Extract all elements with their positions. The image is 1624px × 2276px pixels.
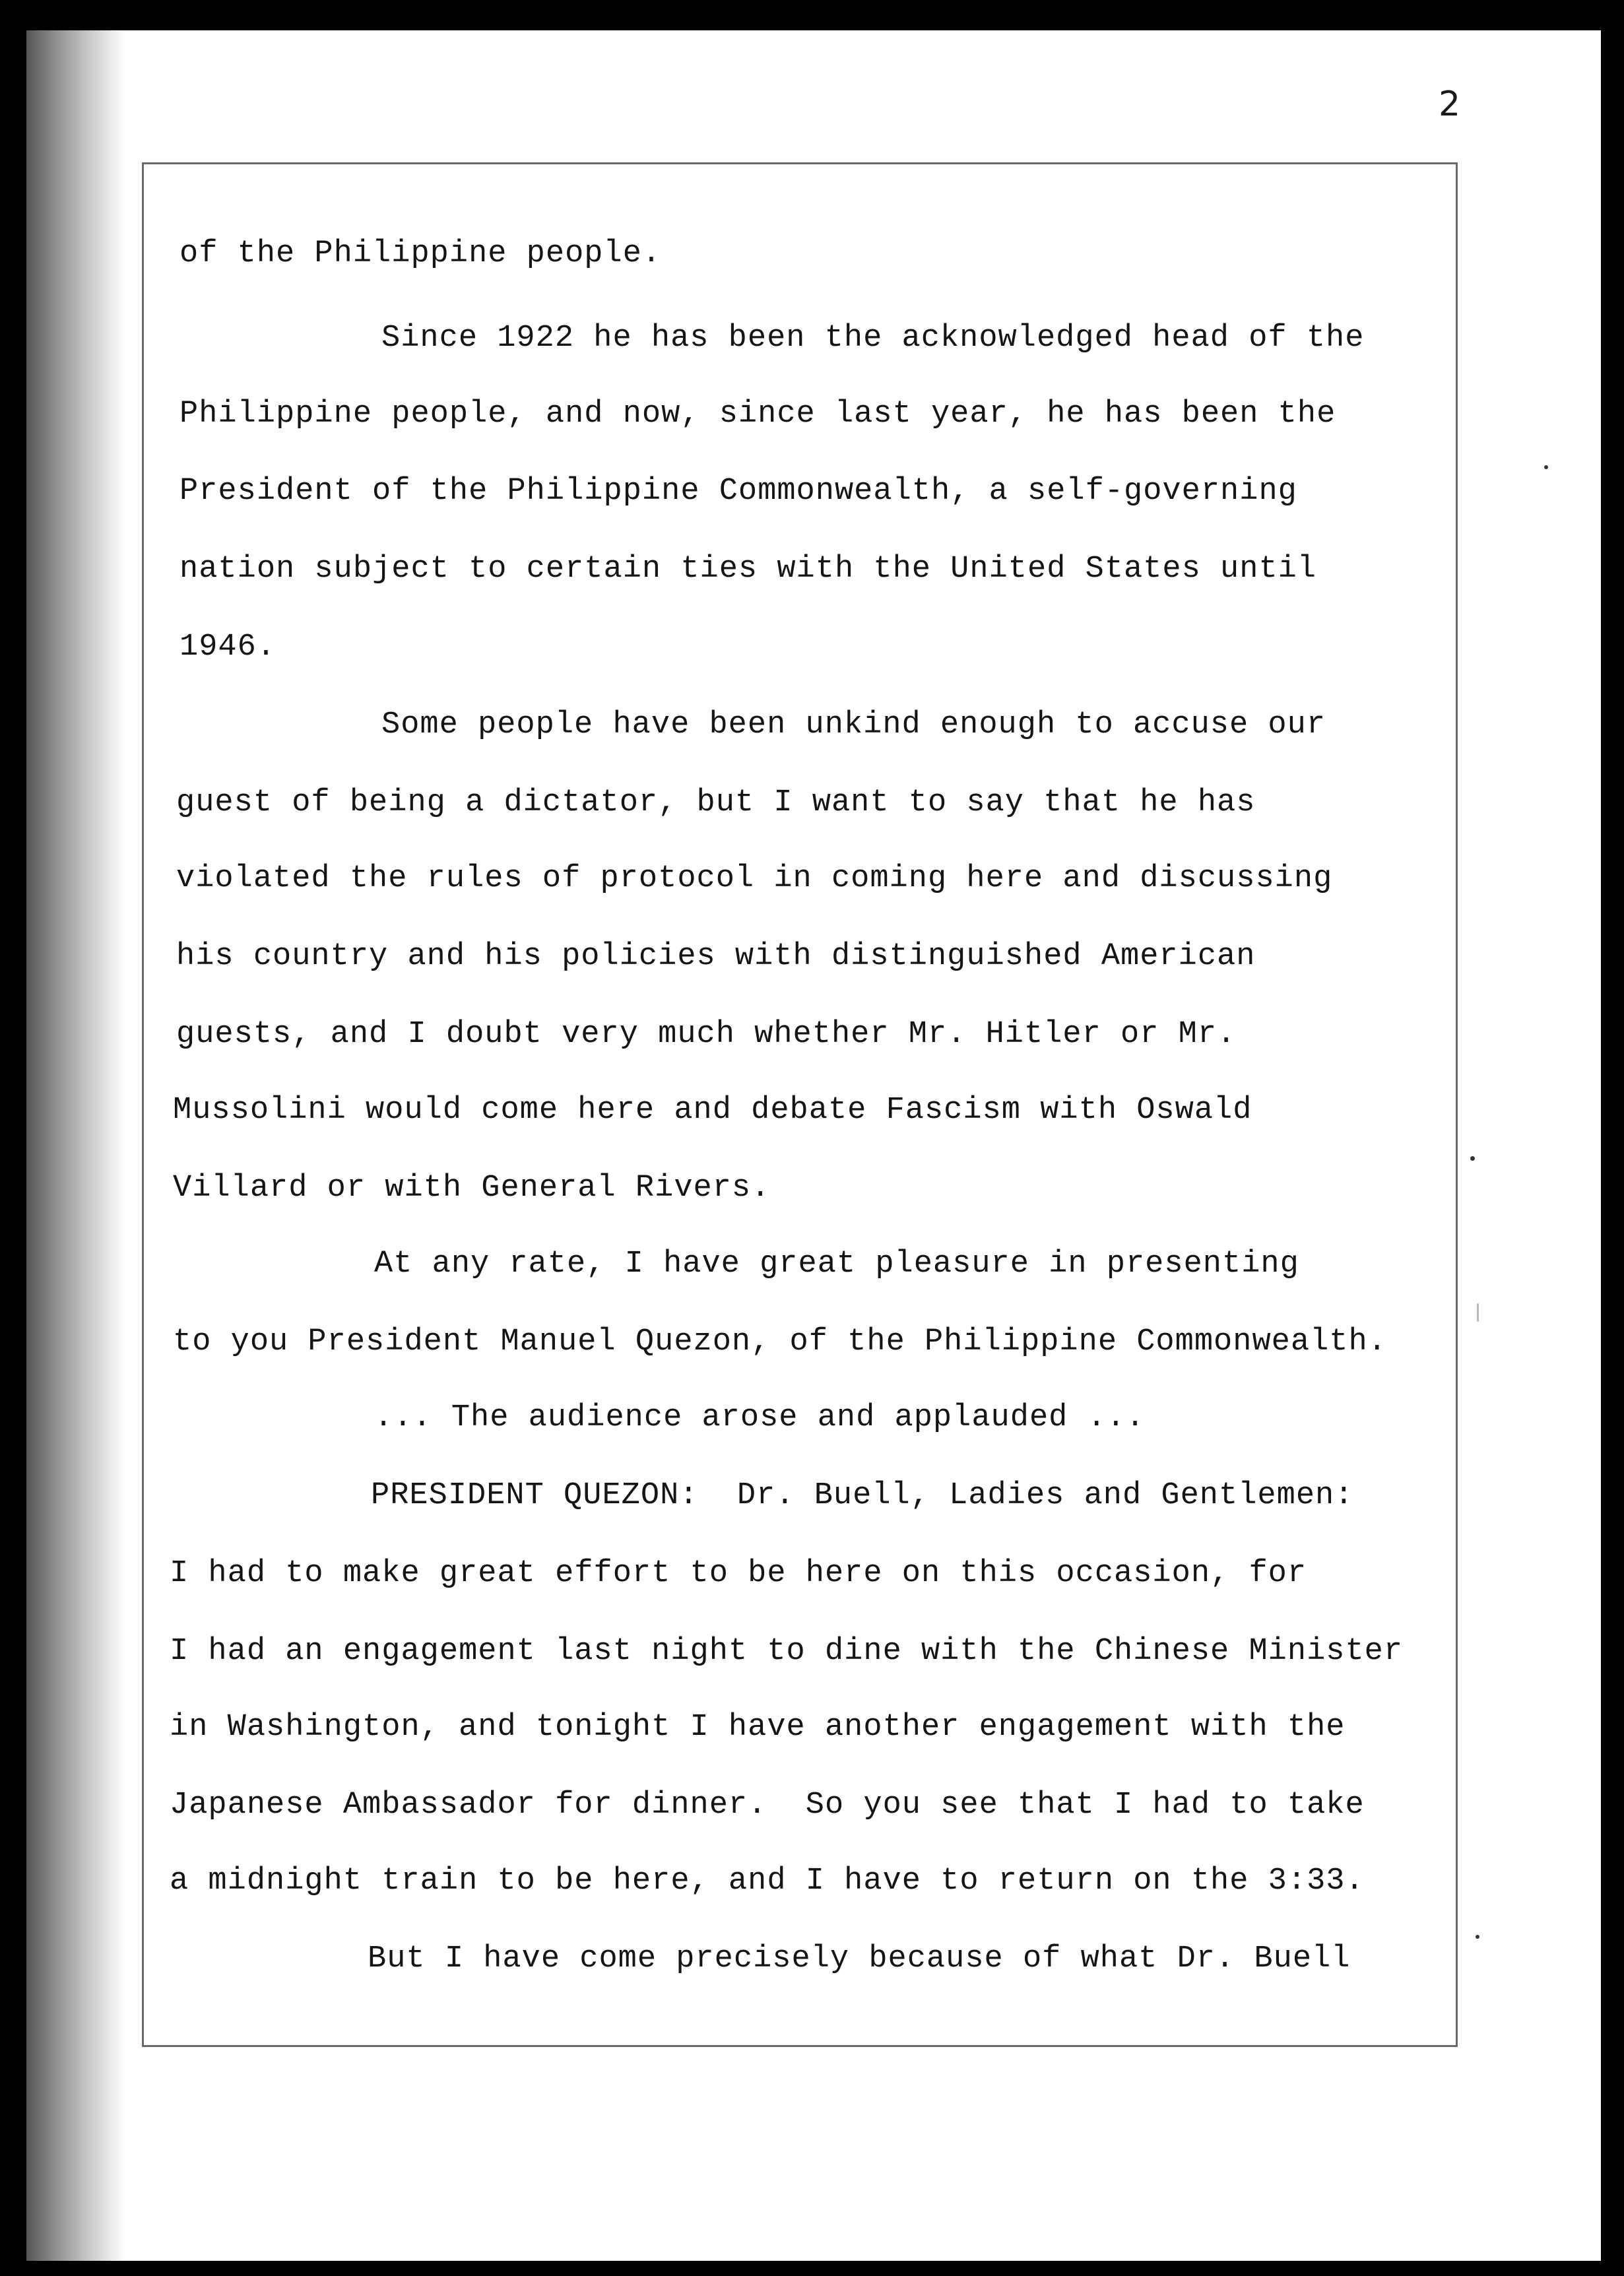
text-line: Some people have been unkind enough to accuse our xyxy=(381,707,1326,742)
text-line: of the Philippine people. xyxy=(179,236,662,271)
text-line: nation subject to certain ties with the United States until xyxy=(179,552,1317,587)
text-line: PRESIDENT QUEZON: Dr. Buell, Ladies and Gentlemen: xyxy=(371,1478,1354,1513)
text-line: Villard or with General Rivers. xyxy=(173,1171,771,1206)
page-number: 2 xyxy=(1439,84,1461,124)
text-line: Japanese Ambassador for dinner. So you see that I had to take xyxy=(170,1788,1365,1823)
text-line: to you President Manuel Quezon, of the Philippine Commonwealth. xyxy=(173,1324,1387,1359)
text-line: 1946. xyxy=(179,630,276,665)
text-line: guests, and I doubt very much whether Mr. Hitler or Mr. xyxy=(176,1017,1237,1052)
text-line: I had an engagement last night to dine with the Chinese Minister xyxy=(170,1634,1404,1669)
text-line: a midnight train to be here, and I have to return on the 3:33. xyxy=(170,1864,1365,1899)
text-line: At any rate, I have great pleasure in presenting xyxy=(374,1247,1299,1282)
text-line: But I have come precisely because of what Dr. Buell xyxy=(368,1941,1351,1976)
text-line: Since 1922 he has been the acknowledged head of the xyxy=(381,321,1365,356)
text-line: ... The audience arose and applauded ... xyxy=(374,1400,1146,1435)
text-line: his country and his policies with distinguished American xyxy=(176,939,1256,974)
text-line: in Washington, and tonight I have another engagement with the xyxy=(170,1710,1346,1745)
text-line: President of the Philippine Commonwealth, a self-governing xyxy=(179,474,1297,509)
text-line: Mussolini would come here and debate Fascism with Oswald xyxy=(173,1093,1252,1128)
text-line: I had to make great effort to be here on this occasion, for xyxy=(170,1556,1307,1591)
text-line: Philippine people, and now, since last year, he has been the xyxy=(179,397,1336,432)
text-line: guest of being a dictator, but I want to say that he has xyxy=(176,785,1256,820)
text-line: violated the rules of protocol in coming here and discussing xyxy=(176,861,1333,896)
binding-shadow xyxy=(26,30,125,2261)
